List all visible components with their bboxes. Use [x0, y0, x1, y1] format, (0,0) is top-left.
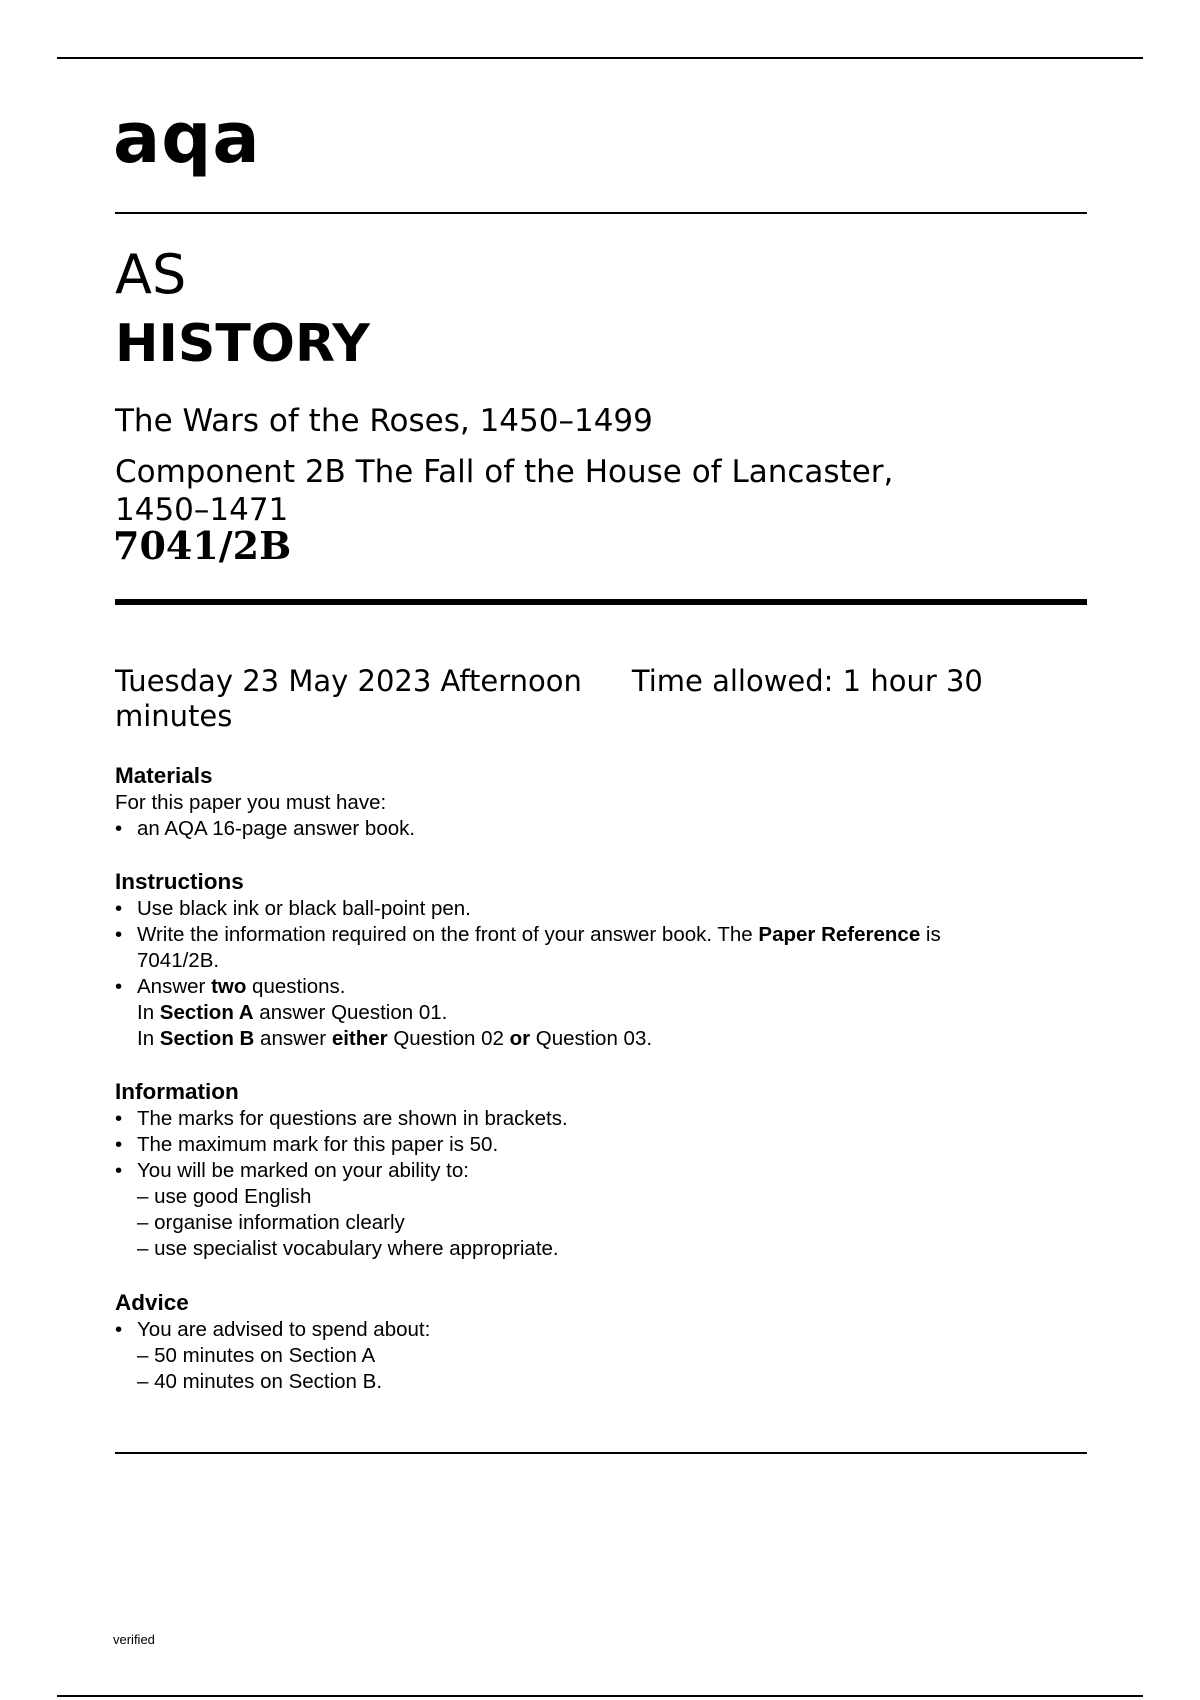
- item-text: In: [137, 1027, 160, 1050]
- instructions-section: [115, 868, 1075, 1052]
- paper-code: 7041/2B: [113, 523, 292, 568]
- exam-date: Tuesday 23 May 2023: [115, 664, 432, 698]
- exam-date-line: [115, 664, 1075, 734]
- list-item: • The marks for questions are shown in brackets.: [115, 1106, 1075, 1132]
- bottom-rule: [57, 1695, 1143, 1697]
- materials-intro: For this paper you must have:: [115, 791, 387, 814]
- item-text: You will be marked on your ability to:: [137, 1159, 469, 1182]
- section-a-instruction: [137, 1000, 1075, 1026]
- item-text-bold: Paper Reference: [758, 923, 921, 946]
- time-allowed-cont: minutes: [115, 699, 233, 733]
- component-line-1: Component 2B The Fall of the House of Lancaster,: [115, 454, 894, 490]
- logo-divider: [115, 212, 1087, 214]
- item-text-bold: or: [509, 1027, 531, 1050]
- section-b-instruction: [137, 1026, 1075, 1052]
- item-text: answer Question 01.: [253, 1001, 448, 1024]
- item-text: Question 03.: [530, 1027, 653, 1050]
- sub-item: – organise information clearly: [137, 1211, 405, 1234]
- component-title: [115, 453, 1015, 529]
- top-rule: [57, 57, 1143, 59]
- item-text: In: [137, 1001, 160, 1024]
- header-thick-divider: [115, 599, 1087, 605]
- paper-title: The Wars of the Roses, 1450–1499: [115, 403, 653, 439]
- aqa-logo: aqa: [113, 97, 261, 179]
- list-item: [115, 1317, 1075, 1395]
- time-allowed: Time allowed: 1 hour 30: [631, 664, 983, 698]
- item-text: Answer: [137, 975, 212, 998]
- instructions-list: [115, 896, 1075, 1052]
- exam-session: Afternoon: [440, 664, 582, 698]
- item-text: questions.: [246, 975, 346, 998]
- instructions-heading: Instructions: [115, 869, 244, 894]
- list-item: [115, 1158, 1075, 1262]
- item-text-bold: Section A: [159, 1001, 254, 1024]
- list-item: • Use black ink or black ball-point pen.: [115, 896, 1075, 922]
- sub-item: – use specialist vocabulary where appropriate.: [137, 1237, 559, 1260]
- item-text: You are advised to spend about:: [137, 1318, 431, 1341]
- advice-section: [115, 1289, 1075, 1395]
- item-text: 7041/2B.: [137, 949, 220, 972]
- qualification-level: AS: [115, 243, 187, 306]
- item-text-bold: two: [211, 975, 247, 998]
- item-text: Write the information required on the front of your answer book. The: [137, 923, 759, 946]
- list-item: [115, 922, 1075, 974]
- item-text: is: [920, 923, 941, 946]
- advice-list: [115, 1317, 1075, 1395]
- item-text-bold: Section B: [159, 1027, 255, 1050]
- list-item: • an AQA 16-page answer book.: [115, 816, 1075, 842]
- advice-heading: Advice: [115, 1290, 189, 1315]
- information-section: [115, 1078, 1075, 1262]
- list-item: • The maximum mark for this paper is 50.: [115, 1132, 1075, 1158]
- item-text: answer: [254, 1027, 332, 1050]
- component-line-2: 1450–1471: [115, 492, 289, 528]
- materials-section: [115, 762, 1075, 842]
- materials-list: [115, 816, 1075, 842]
- information-heading: Information: [115, 1079, 239, 1104]
- footer-note: verified: [113, 1632, 155, 1647]
- sub-item: – use good English: [137, 1185, 312, 1208]
- information-list: [115, 1106, 1075, 1262]
- end-divider: [115, 1452, 1087, 1454]
- sub-item: – 50 minutes on Section A: [137, 1344, 376, 1367]
- list-item: [115, 974, 1075, 1052]
- item-text: Question 02: [387, 1027, 510, 1050]
- materials-heading: Materials: [115, 763, 213, 788]
- subject-title: HISTORY: [115, 314, 370, 374]
- sub-item: – 40 minutes on Section B.: [137, 1370, 383, 1393]
- item-text-bold: either: [331, 1027, 388, 1050]
